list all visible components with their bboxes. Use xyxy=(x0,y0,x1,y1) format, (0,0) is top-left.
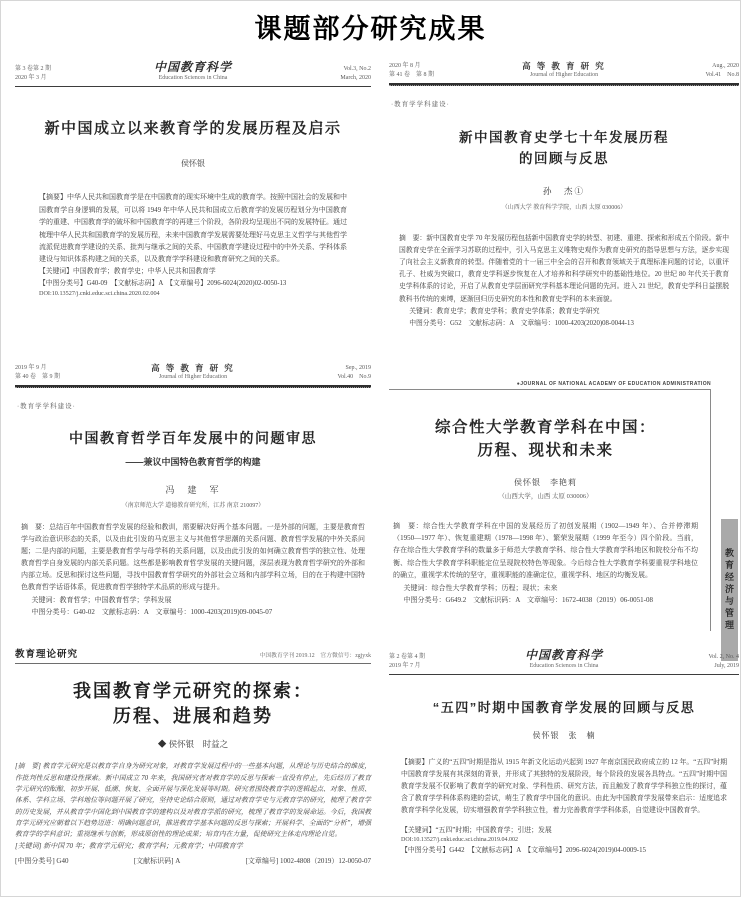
journal-vol: Vol.3, No.2 xyxy=(343,66,371,73)
doi: DOI:10.13527/j.cnki.educ.sci.china.2019.04.002 xyxy=(401,836,518,843)
paper-affiliation: （山西大学 教育科学学院，山西 太原 030006） xyxy=(501,205,627,212)
section-label: ·教育学学科建设· xyxy=(17,403,76,411)
paper-author: 侯怀银 张 楠 xyxy=(532,731,596,741)
side-tab-category: 教育经济与管理 xyxy=(721,519,738,661)
document-code: 【文献标志码】A xyxy=(114,280,163,288)
paper-subtitle: ——兼议中国特色教育哲学的构建 xyxy=(125,457,261,468)
paper-title: “五四”时期中国教育学发展的回顾与反思 xyxy=(432,700,696,716)
journal-name-en: Journal of Higher Education xyxy=(529,72,599,79)
article-id: 【文章编号】2096-6024(2019)04-0009-15 xyxy=(527,846,646,854)
journal-date-en: Aug., 2020 xyxy=(712,63,739,70)
paper-abstract: 摘 要：综合性大学教育学科在中国的发展经历了初创发展期（1902—1949 年）、合并停滞期（1950—1977 年）、恢复重建期（1978—1998 年）、繁荣发展期（1999 年至今）四个阶段。当前，存在综合性大学教育学科的数量多于师范大学教育学科、综合性大学教育学科地区和院校分布不均衡、综合性大学教育学科职能定位呈现院校特色等现象。今后综合性大学教育学科要重视学科地位的确立，重视学术传统的坚守，重视职能的准确定位，重视学科、地区的均衡发展。 xyxy=(393,521,698,580)
paper-title xyxy=(389,128,739,170)
journal-date: 2019 年 7 月 xyxy=(389,663,421,670)
paper-meta xyxy=(389,845,739,857)
journal-header xyxy=(15,61,371,83)
section-label: ·教育学学科建设· xyxy=(391,101,450,109)
bullet-icon: ● xyxy=(516,381,521,387)
paper-keywords: 关键词：教育哲学；中国教育哲学；学科发展 xyxy=(31,595,172,604)
journal-name-en: Education Sciences in China xyxy=(158,75,228,82)
page-title: 课题部分研究成果 xyxy=(254,14,487,44)
paper-title: 新中国成立以来教育学的发展历程及启示 xyxy=(44,120,342,138)
paper-meta: 中图分类号：G52 文献标志码：A 文章编号：1000-4203(2020)08-0044-13 xyxy=(409,319,634,327)
journal-issue: 第 2 卷第 4 期 xyxy=(389,654,426,661)
header-rule xyxy=(15,86,371,87)
article-frame xyxy=(389,389,711,631)
paper-title-line2: 历程、现状和未来 xyxy=(477,442,614,460)
clc-number: 【中图分类号】G442 xyxy=(401,846,465,854)
paper-keywords: 【关键词】中国教育学；教育学史；中华人民共和国教育学 xyxy=(39,267,216,275)
paper-4 xyxy=(389,61,739,330)
journal-date-en: July, 2019 xyxy=(714,663,739,670)
paper-affiliation: （南京师范大学 道德教育研究所，江苏 南京 210097） xyxy=(121,503,265,510)
journal-date-en: Sep., 2019 xyxy=(345,365,371,372)
paper-1 xyxy=(15,61,371,297)
paper-author: 冯 建 军 xyxy=(165,485,221,496)
journal-vol: Vol. 2, No. 4 xyxy=(708,654,739,661)
paper-abstract: [摘 要] 教育学元研究是以教育学自身为研究对象，对教育学发展过程中的一些基本问题，从理论与历史结合的维度，作批判性反思和建设性探索。新中国成立 70 年来，我国研究者对教育学的反思与探索一直没有停止，先后经历了教育学元研究的酝酿、初步开展、低潮、恢复、全面开展与深化发展等时期。研究者围绕教育学的逻辑起点、对象、性质、体系、学科立场、学科地位等问题开展了研究，坚持史论结合原则，通过对教育学史与元教育学的研究，梳理了教育学的历史发展，并从教育学中国化到中国教育学的建构以及对教育学派的研究，梳理了教育学的发展命运。今后，我国教育学元研究应朝着以下趋势迈进：明确问题意识，推进教育学基本问题的反思与探索；开展科学、全面的“分析”，增强教育学的学科意识；重视继承与创新，形成原创性的理论成果；培育内在力量，促使研究主体走向理论自觉。 xyxy=(15,763,371,839)
journal-date-en: March, 2020 xyxy=(340,75,371,82)
paper-title xyxy=(389,416,702,463)
document-code: 【文献标志码】A xyxy=(471,846,521,854)
paper-author-names: 侯怀银 时益之 xyxy=(168,739,229,750)
paper-keywords: 关键词：综合性大学教育学科；历程；现状；未来 xyxy=(403,583,558,592)
paper-meta: 中图分类号：G649.2 文献标识码：A 文章编号：1672-4038（2019）06-0051-08 xyxy=(403,596,653,605)
paper-title xyxy=(15,679,371,729)
paper-meta: 中图分类号：G40-02 文献标志码：A 文章编号：1000-4203(2019)09-0045-07 xyxy=(31,608,273,617)
journal-issue: 第 40 卷 第 9 期 xyxy=(15,374,61,381)
article-id: 【文章编号】2096-6024(2020)02-0050-13 xyxy=(169,280,287,288)
paper-abstract: 摘 要：总结百年中国教育哲学发展的经验和教训，需要解决好两个基本问题。一是外部的问题，主要是教育哲学与政治意识形态的关系，以及由此引发的马克思主义与其他哲学思潮的关系问题、教育哲学发展的中外关系问题；二是内部的问题，主要是教育哲学与母学科的关系问题，以及由此引发的如何确立教育哲学的独立性、处理教育哲学自身发展的内部关系问题。这些都是影响教育哲学发展的关键问题，深层表现为教育哲学研究的外部和内部立场。反思和探讨这些问题，寻找中国教育哲学研究的外部社会立场和内部学科立场，目的在于构建中国特色教育哲学话语体系，促进教育哲学独特学术品质的形成与提升。 xyxy=(21,523,365,591)
journal-name-en: JOURNAL OF NATIONAL ACADEMY OF EDUCATION ADMINISTRATION xyxy=(520,381,711,387)
paper-abstract: 摘 要：新中国教育史学 70 年发展历程包括新中国教育史学的转型、初建、重建、探索和形成五个阶段。新中国教育史学在全面学习苏联的过程中，引入马克思主义唯物史观作为教育史研究的指导思想与方法，逐步实现了向社会主义新教育的转型。伴随着党的十一届三中全会的召开和教育领域关于真理标准问题的讨论，以重评孔子、杜威为突破口，教育史学科逐步恢复在人才培养和科学研究中的基础性地位。20 世纪 80 年代关于教育史学科体系的讨论，开启了从教育史学层面研究学科基本理论问题的先河。进入 21 世纪，教育史学科日益摆脱教科书传统的束缚，逐渐回归历史研究的本性和教育史学科的本来面貌。 xyxy=(399,235,729,303)
journal-vol: Vol.41 No.8 xyxy=(705,72,739,79)
journal-header xyxy=(15,646,371,664)
paper-keywords: 【关键词】“五四”时期；中国教育学；引进；发展 xyxy=(401,826,552,834)
header-rule xyxy=(389,83,739,86)
journal-name-cn: 中国教育科学 xyxy=(524,648,603,662)
journal-vol: Vol.40 No.9 xyxy=(337,374,371,381)
journal-issue: 第 41 卷 第 8 期 xyxy=(389,72,435,79)
paper-author: 侯怀银 李艳莉 xyxy=(514,477,577,487)
paper-abstract: 【摘要】中华人民共和国教育学是在中国教育的现实环境中生成的教育学。按照中国社会的发展和中国教育学自身逻辑的发展，可以将 1949 年中华人民共和国成立后教育学的发展历程划分为中国教育学的重建、中国教育学的破坏和中国教育学的再建三个阶段，各阶段均呈现出不同的发展特征。通过梳理中华人民共和国教育学的发展历程，未来中国教育学发展需要处理好马克思主义哲学与其他哲学流派促进教育学建设的关系、批判与继承之间的关系、中国教育学建设过程中的中外关系、学科体系建设与知识体系构建之间的关系，以及教育学学科建设和教育研究之间的关系。 xyxy=(39,193,347,264)
header-rule xyxy=(15,385,371,388)
journal-name-cn: 中国教育科学 xyxy=(153,60,232,74)
journal-name-en: Education Sciences in China xyxy=(529,663,599,670)
paper-keywords: [关键词] 新中国 70 年；教育学元研究；教育学科；元教育学；中国教育学 xyxy=(15,842,243,851)
paper-6 xyxy=(389,649,739,857)
paper-abstract: 【摘要】广义的“五四”时期是指从 1915 年新文化运动兴起到 1927 年南京国民政府成立的 12 年。“五四”时期中国教育学发展有其深刻的背景，并形成了其独特的发展阶段，每个阶段的发展各具特点。“五四”时期中国教育学发展不仅影响了教育学的研究对象、学科性质、研究方法，而且触发了教育学学科独立性的探讨，蕴含了教育学学科体系构建的尝试，萌生了教育学中国化的意识。由此为中国教育学发展带来启示：适度追求教育学科学化发展，切实增强教育学学科独立性，着力完善教育学学科体系，自觉建设中国教育学。 xyxy=(401,759,727,814)
header-rule xyxy=(389,674,739,675)
paper-affiliation: （山西大学，山西 太原 030006） xyxy=(498,492,593,500)
journal-header xyxy=(15,363,371,382)
journal-masthead xyxy=(389,381,711,387)
diamond-icon: ◆ xyxy=(157,739,167,750)
paper-title-line2: 的回顾与反思 xyxy=(519,151,609,167)
journal-header xyxy=(389,61,739,80)
journal-name-en: Journal of Higher Education xyxy=(158,374,228,381)
article-id: [文章编号] 1002-4808（2019）12-0050-07 xyxy=(245,856,371,865)
paper-5 xyxy=(389,381,711,631)
column-header: 教育理论研究 xyxy=(15,649,79,660)
paper-keywords: 关键词：教育史学；教育史学科；教育史学体系；教育史学研究 xyxy=(409,307,600,315)
journal-date: 2020 年 3 月 xyxy=(15,75,47,82)
paper-title-line1: 新中国教育史学七十年发展历程 xyxy=(459,130,669,146)
journal-date: 2019 年 9 月 xyxy=(15,365,47,372)
clc-number: 【中图分类号】G40-09 xyxy=(39,280,108,288)
journal-date: 2020 年 8 月 xyxy=(389,63,421,70)
document-code: [文献标识码] A xyxy=(133,856,181,865)
journal-name-cn: 高 等 教 育 研 究 xyxy=(151,363,235,373)
paper-title-line1: 综合性大学教育学科在中国： xyxy=(434,419,656,436)
journal-issue: 第 3 卷第 2 期 xyxy=(15,66,52,73)
journal-header xyxy=(389,649,739,671)
journal-name-cn: 高 等 教 育 研 究 xyxy=(522,61,606,71)
paper-title-line1: 我国教育学元研究的探索： xyxy=(73,681,313,702)
paper-meta xyxy=(15,856,371,866)
paper-title-line2: 历程、进展和趋势 xyxy=(113,706,273,728)
doi: DOI:10.13527/j.cnki.educ.sci.china.2020.02.004 xyxy=(39,290,160,298)
source-note: 中国教育学刊 2019.12 官方微信号：zgjyxk xyxy=(259,653,371,659)
paper-3 xyxy=(15,646,371,866)
paper-meta xyxy=(15,278,371,290)
paper-author xyxy=(15,738,371,750)
paper-title: 中国教育哲学百年发展中的问题审思 xyxy=(69,430,317,447)
paper-author: 孙 杰① xyxy=(542,186,585,197)
paper-author: 侯怀银 xyxy=(181,159,205,169)
paper-2 xyxy=(15,363,371,619)
clc-number: [中图分类号] G40 xyxy=(15,856,69,865)
